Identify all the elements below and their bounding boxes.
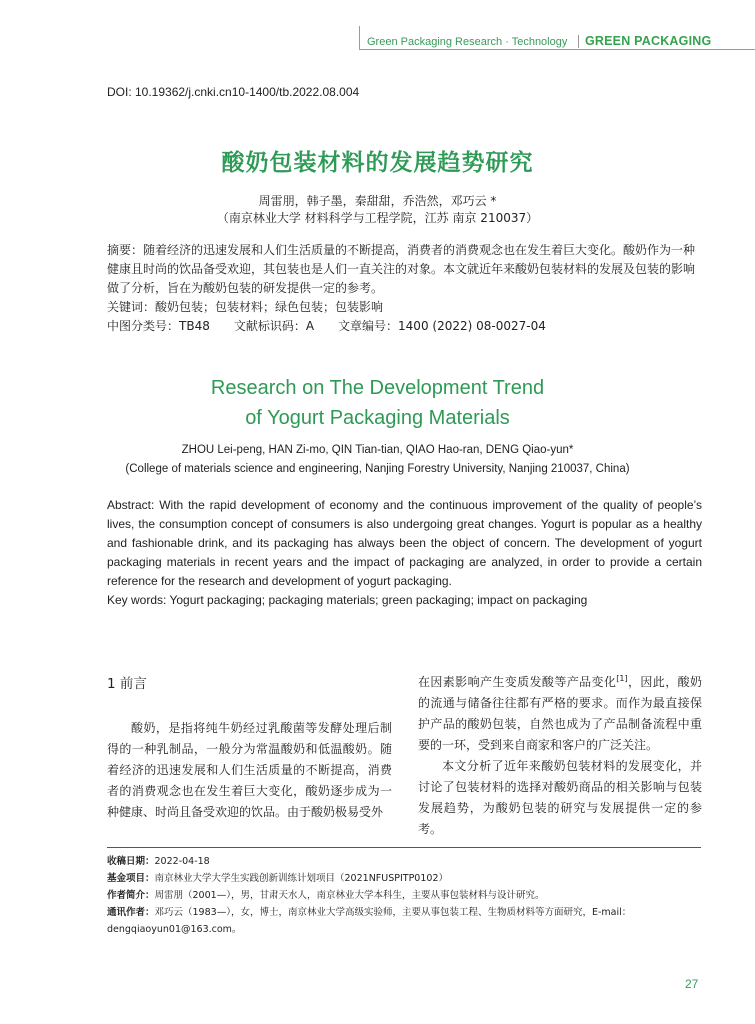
footnote-fund: 基金项目：南京林业大学大学生实践创新训练计划项目（2021NFUSPITP0102）: [107, 873, 448, 884]
chinese-affiliation: （南京林业大学 材料科学与工程学院，江苏 南京 210037）: [216, 211, 539, 225]
header-vertical-rule: [359, 26, 360, 50]
doi: DOI: 10.19362/j.cnki.cn10-1400/tb.2022.08.004: [107, 85, 360, 99]
chinese-title: 酸奶包装材料的发展趋势研究: [221, 150, 534, 176]
english-authors: ZHOU Lei-peng, HAN Zi-mo, QIN Tian-tian, QIAO Hao-ran, DENG Qiao-yun*: [181, 444, 574, 456]
body-paragraph: 酸奶，是指将纯牛奶经过乳酸菌等发酵处理后制得的一种乳制品，一般分为常温酸奶和低温酸奶。随着经济的迅速发展和人们生活质量的不断提高，消费者的消费观念也在发生着巨大变化，酸奶逐步成为一种健康、时尚且备受欢迎的饮品。由于酸奶极易受外: [107, 721, 392, 819]
header-divider: [578, 35, 579, 48]
english-affiliation: (College of materials science and engineering, Nanjing Forestry University, Nanjing 210037, China): [125, 463, 630, 475]
chinese-abstract-block: [107, 241, 702, 336]
english-title: [0, 373, 755, 433]
body-left-column: [107, 674, 392, 823]
english-abstract-block: [107, 496, 702, 610]
body-right-column: [418, 668, 702, 840]
english-keywords: Key words: Yogurt packaging; packaging materials; green packaging; impact on packaging: [107, 593, 588, 607]
journal-brand: GREEN PACKAGING: [585, 34, 712, 48]
body-paragraph-continued: 在因素影响产生变质发酸等产品变化[1]，因此，酸奶的流通与储备往往都有严格的要求。而作为最直接保护产品的酸奶包装，自然也成为了产品制备流程中重要的一环，受到来自商家和客户的广泛关注。: [418, 674, 702, 752]
footnote-corresponding: 通讯作者：邓巧云（1983—），女，博士，南京林业大学高级实验师，主要从事包装工程、生物质材料等方面研究，E-mail：dengqiaoyun01@163.com。: [107, 907, 632, 935]
section-heading: 1 前言: [107, 676, 147, 692]
journal-section-label: Green Packaging Research · Technology: [367, 36, 568, 48]
english-abstract: Abstract: With the rapid development of economy and the continuous improvement of the quality of people’s lives, the consumption concept of consumers is also undergoing great changes. Yogurt is popular as a healthy and fashionable drink, and its packaging has always been the object of concern. The development of yogurt packaging materials in recent years and the impact of packaging are analyzed, in order to provide a certain reference for the research and development of yogurt packaging.: [107, 498, 702, 588]
body-paragraph: 本文分析了近年来酸奶包装材料的发展变化，并讨论了包装材料的选择对酸奶商品的相关影响与包装发展趋势，为酸奶包装的研究与发展提供一定的参考。: [418, 759, 702, 836]
page-number: 27: [685, 977, 699, 991]
chinese-keywords: 关键词：酸奶包装；包装材料；绿色包装；包装影响: [107, 300, 384, 314]
english-title-line-1: Research on The Development Trend: [210, 377, 545, 399]
chinese-abstract: 摘要：随着经济的迅速发展和人们生活质量的不断提高，消费者的消费观念也在发生着巨大变化。酸奶作为一种健康且时尚的饮品备受欢迎，其包装也是人们一直关注的对象。本文就近年来酸奶包装材料的发展及包装的影响做了分析，旨在为酸奶包装的研发提供一定的参考。: [107, 243, 696, 295]
footnotes: [107, 853, 703, 938]
chinese-authors: 周雷朋，韩子墨，秦甜甜，乔浩然，邓巧云 *: [258, 194, 497, 208]
chinese-classification: 中图分类号：TB48 文献标识码：A 文章编号：1400 (2022) 08-0027-04: [107, 319, 546, 333]
english-title-line-2: of Yogurt Packaging Materials: [245, 407, 510, 429]
footnote-author: 作者简介：周雷朋（2001—），男，甘肃天水人，南京林业大学本科生，主要从事包装材料与设计研究。: [107, 890, 545, 901]
citation-ref: [1]: [616, 674, 628, 683]
footnote-divider: [107, 847, 701, 848]
header-horizontal-rule: [359, 49, 755, 50]
footnote-received: 收稿日期：2022-04-18: [107, 856, 210, 867]
